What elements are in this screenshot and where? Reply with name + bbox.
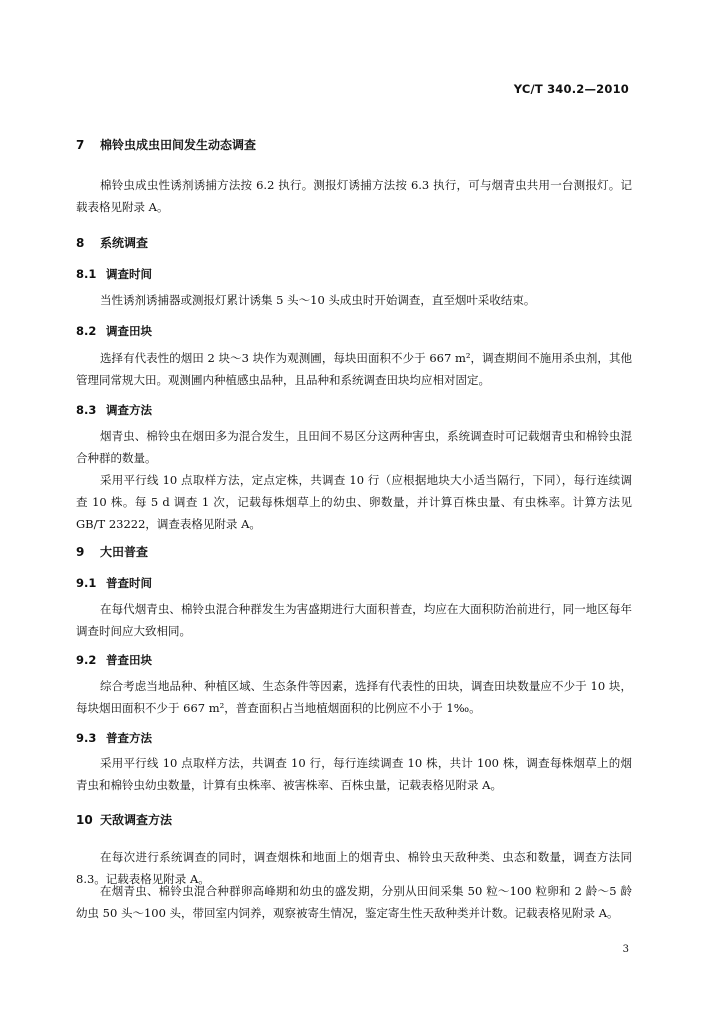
section-9-1-heading bbox=[76, 575, 152, 591]
subsection-number: 8.2 bbox=[76, 324, 97, 338]
section-title: 天敌调查方法 bbox=[100, 813, 173, 827]
subsection-number: 8.1 bbox=[76, 267, 97, 281]
section-9-1-paragraph: 在每代烟青虫、棉铃虫混合种群发生为害盛期进行大面积普查，均应在大面积防治前进行，同一地区每年调查时间应大致相同。 bbox=[76, 602, 632, 638]
section-9-3-heading bbox=[76, 730, 152, 746]
section-7-paragraph: 棉铃虫成虫性诱剂诱捕方法按 6.2 执行。测报灯诱捕方法按 6.3 执行，可与烟青虫共用一台测报灯。记载表格见附录 A。 bbox=[76, 178, 632, 214]
standard-code: YC/T 340.2—2010 bbox=[513, 82, 629, 96]
section-8-1-heading bbox=[76, 266, 152, 282]
subsection-number: 8.3 bbox=[76, 403, 97, 417]
section-9-2-paragraph: 综合考虑当地品种、种植区域、生态条件等因素，选择有代表性的田块，调查田块数量应不少于 10 块，每块烟田面积不少于 667 m²，普查面积占当地植烟面积的比例应不小于 1‰。 bbox=[76, 679, 632, 715]
section-8-heading bbox=[76, 234, 148, 251]
section-10-heading bbox=[76, 811, 172, 828]
section-title: 棉铃虫成虫田间发生动态调查 bbox=[100, 138, 257, 152]
section-10-paragraph-1: 在每次进行系统调查的同时，调查烟株和地面上的烟青虫、棉铃虫天敌种类、虫态和数量，调查方法同 8.3。记载表格见附录 A。 bbox=[76, 850, 632, 886]
section-number: 8 bbox=[76, 236, 85, 250]
subsection-title: 调查田块 bbox=[106, 324, 152, 338]
section-9-2-heading bbox=[76, 652, 152, 668]
subsection-number: 9.3 bbox=[76, 731, 97, 745]
subsection-title: 调查时间 bbox=[106, 267, 152, 281]
section-7-heading bbox=[76, 136, 256, 153]
section-8-3-heading bbox=[76, 402, 152, 418]
section-number: 7 bbox=[76, 138, 85, 152]
section-number: 9 bbox=[76, 545, 85, 559]
section-title: 系统调查 bbox=[100, 236, 149, 250]
subsection-number: 9.1 bbox=[76, 576, 97, 590]
section-9-heading bbox=[76, 543, 148, 560]
section-8-2-paragraph: 选择有代表性的烟田 2 块～3 块作为观测圃，每块田面积不少于 667 m²，调查期间不施用杀虫剂，其他管理同常规大田。观测圃内种植感虫品种，且品种和系统调查田块均应相对固定。 bbox=[76, 351, 632, 387]
section-number: 10 bbox=[76, 813, 93, 827]
section-8-1-paragraph: 当性诱剂诱捕器或测报灯累计诱集 5 头～10 头成虫时开始调查，直至烟叶采收结束。 bbox=[100, 293, 536, 307]
subsection-title: 普查时间 bbox=[106, 576, 152, 590]
section-8-3-paragraph-1: 烟青虫、棉铃虫在烟田多为混合发生，且田间不易区分这两种害虫，系统调查时可记载烟青虫和棉铃虫混合种群的数量。 bbox=[76, 429, 632, 465]
subsection-number: 9.2 bbox=[76, 653, 97, 667]
section-8-2-heading bbox=[76, 323, 152, 339]
section-10-paragraph-2: 在烟青虫、棉铃虫混合种群卵高峰期和幼虫的盛发期，分别从田间采集 50 粒～100 粒卵和 2 龄～5 龄幼虫 50 头～100 头，带回室内饲养，观察被寄生情况，鉴定寄生性天敌种类并计数。记载表格见附录 A。 bbox=[76, 884, 632, 920]
subsection-title: 普查田块 bbox=[106, 653, 152, 667]
section-9-3-paragraph: 采用平行线 10 点取样方法，共调查 10 行，每行连续调查 10 株，共计 100 株，调查每株烟草上的烟青虫和棉铃虫幼虫数量，计算有虫株率、被害株率、百株虫量，记载表格见附录 A。 bbox=[76, 756, 632, 792]
page-number: 3 bbox=[622, 944, 629, 955]
section-title: 大田普查 bbox=[100, 545, 149, 559]
subsection-title: 普查方法 bbox=[106, 731, 152, 745]
subsection-title: 调查方法 bbox=[106, 403, 152, 417]
section-8-3-paragraph-2: 采用平行线 10 点取样方法，定点定株，共调查 10 行（应根据地块大小适当隔行，下同），每行连续调查 10 株。每 5 d 调查 1 次，记载每株烟草上的幼虫、卵数量，并计算百株虫量、有虫株率。计算方法见 GB/T 23222，调查表格见附录 A。 bbox=[76, 473, 632, 531]
